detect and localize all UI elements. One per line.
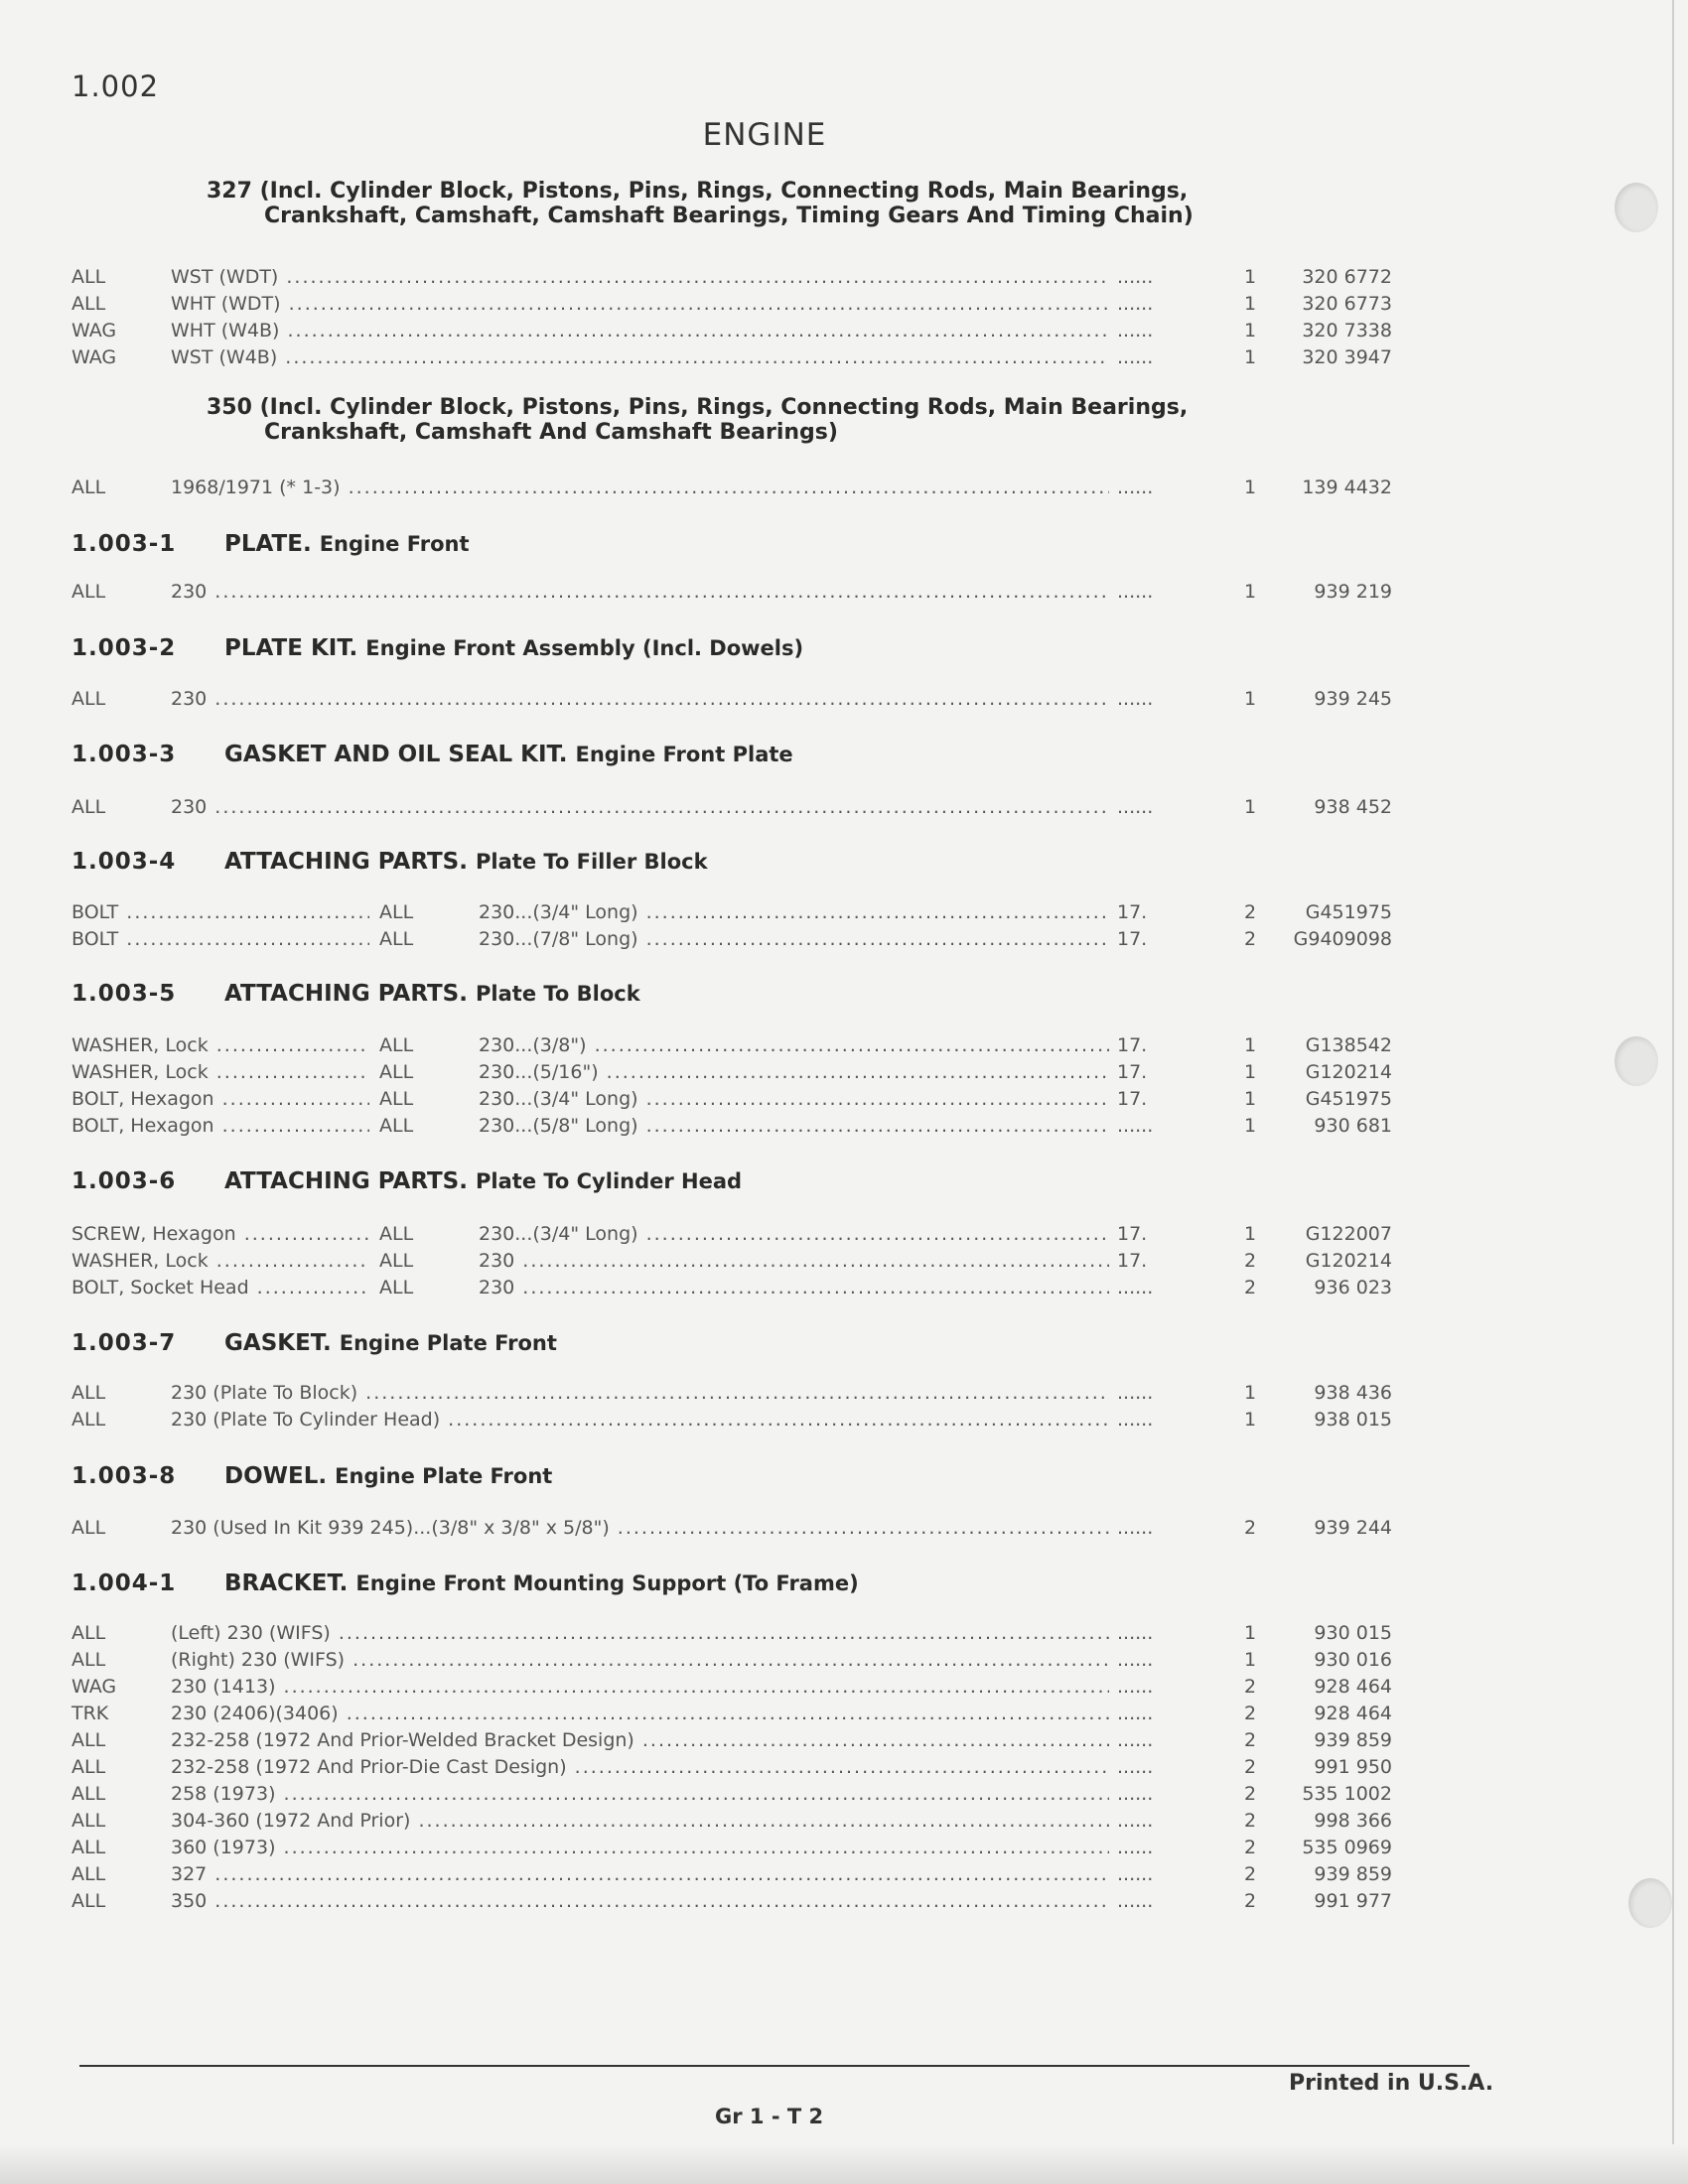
part-number: G9409098 (1268, 928, 1392, 950)
description: 230...(5/16") ..... (479, 1061, 1144, 1083)
section-description: Engine Front Mounting Support (To Frame) (355, 1571, 859, 1595)
group: ...... (1109, 1890, 1266, 1912)
section-heading (71, 981, 640, 1007)
description: 230 (1413) ..... (171, 1676, 1144, 1698)
description: 230...(3/8") ..... (479, 1034, 1144, 1056)
quantity: 2 (1235, 1756, 1265, 1778)
model: ALL (71, 688, 106, 710)
description: WHT (WDT) ..... (171, 293, 1144, 315)
part-name: SCREW, Hexagon ..... (71, 1223, 369, 1245)
quantity: 1 (1235, 1382, 1265, 1404)
group: ...... (1109, 346, 1266, 368)
table-row (71, 1756, 1392, 1782)
quantity: 1 (1235, 1115, 1265, 1137)
table-row (71, 1837, 1392, 1862)
section-name: GASKET. (224, 1330, 332, 1356)
section-number: 1.003-7 (71, 1330, 177, 1356)
group: ...... (1109, 688, 1266, 710)
table-row (71, 1676, 1392, 1702)
group: ...... (1109, 1863, 1266, 1885)
engine-350-header (207, 395, 1188, 445)
description: 230 (Used In Kit 939 245)...(3/8" x 3/8" x 5/8") ..... (171, 1517, 1144, 1539)
section-name: BRACKET. (224, 1570, 349, 1596)
part-number: 320 6773 (1268, 293, 1392, 315)
quantity: 1 (1235, 266, 1265, 288)
description: 230 ..... (171, 581, 1144, 603)
model: ALL (379, 1088, 414, 1110)
group: 17. (1109, 1223, 1266, 1245)
section-heading (71, 1168, 742, 1194)
table-row (71, 1863, 1392, 1889)
section-heading (71, 1463, 552, 1489)
section-description: Engine Plate Front (339, 1331, 557, 1355)
quantity: 1 (1235, 1061, 1265, 1083)
part-number: 938 436 (1268, 1382, 1392, 1404)
model: WAG (71, 320, 117, 341)
section-number: 1.003-1 (71, 531, 177, 557)
description: 1968/1971 (* 1-3) ..... (171, 477, 1144, 498)
model: WAG (71, 346, 117, 368)
group: ...... (1109, 1676, 1266, 1698)
part-number: 320 6772 (1268, 266, 1392, 288)
part-number: G451975 (1268, 1088, 1392, 1110)
description: 230 ..... (171, 688, 1144, 710)
description: 230...(3/4" Long) ..... (479, 1223, 1144, 1245)
binder-hole (1615, 1036, 1658, 1086)
scan-shadow (0, 2144, 1688, 2184)
part-number: 991 977 (1268, 1890, 1392, 1912)
part-number: 939 219 (1268, 581, 1392, 603)
table-row (71, 1622, 1392, 1648)
section-heading (71, 1330, 557, 1356)
quantity: 1 (1235, 1088, 1265, 1110)
section-name: DOWEL. (224, 1463, 328, 1489)
group: ...... (1109, 1810, 1266, 1832)
quantity: 2 (1235, 1890, 1265, 1912)
binder-hole (1628, 1878, 1672, 1928)
section-description: Engine Front Plate (575, 743, 793, 766)
footer-rule (79, 2065, 1470, 2067)
description: 230...(3/4" Long) ..... (479, 901, 1144, 923)
model: ALL (71, 293, 106, 315)
quantity: 1 (1235, 293, 1265, 315)
table-row (71, 1729, 1392, 1755)
page-number: 1.002 (71, 69, 160, 103)
quantity: 1 (1235, 320, 1265, 341)
description: 230...(7/8" Long) ..... (479, 928, 1144, 950)
part-number: 936 023 (1268, 1277, 1392, 1298)
table-row (71, 1034, 1392, 1060)
engine-327-header (207, 179, 1194, 228)
engine-350-header-line1: 350 (Incl. Cylinder Block, Pistons, Pins, Rings, Connecting Rods, Main Bearings, (207, 395, 1189, 420)
section-number: 1.003-4 (71, 849, 177, 875)
group: 17. (1109, 901, 1266, 923)
part-number: 930 015 (1268, 1622, 1392, 1644)
quantity: 1 (1235, 346, 1265, 368)
description: 327 ..... (171, 1863, 1144, 1885)
part-name: BOLT ..... (71, 928, 369, 950)
model: ALL (71, 581, 106, 603)
quantity: 2 (1235, 1863, 1265, 1885)
model: ALL (379, 1277, 414, 1298)
group: ...... (1109, 1517, 1266, 1539)
part-number: G120214 (1268, 1250, 1392, 1272)
quantity: 2 (1235, 1676, 1265, 1698)
part-number: 535 0969 (1268, 1837, 1392, 1858)
model: ALL (71, 1729, 106, 1751)
description: 232-258 (1972 And Prior-Welded Bracket Design) ..... (171, 1729, 1144, 1751)
description: 304-360 (1972 And Prior) ..... (171, 1810, 1144, 1832)
description: 230 (Plate To Block) ..... (171, 1382, 1144, 1404)
section-description: Engine Front (319, 532, 470, 556)
section-description: Engine Plate Front (335, 1464, 553, 1488)
model: ALL (379, 1034, 414, 1056)
table-row (71, 346, 1392, 372)
model: ALL (71, 1517, 106, 1539)
table-row (71, 1810, 1392, 1836)
part-number: 928 464 (1268, 1703, 1392, 1724)
group: ...... (1109, 1409, 1266, 1431)
table-row (71, 688, 1392, 714)
group: 17. (1109, 1061, 1266, 1083)
model: ALL (71, 796, 106, 818)
part-number: 938 452 (1268, 796, 1392, 818)
group: ...... (1109, 1756, 1266, 1778)
model: ALL (71, 1409, 106, 1431)
description: 360 (1973) ..... (171, 1837, 1144, 1858)
table-row (71, 1409, 1392, 1434)
table-row (71, 581, 1392, 607)
quantity: 2 (1235, 1729, 1265, 1751)
group: ...... (1109, 581, 1266, 603)
section-number: 1.003-6 (71, 1168, 177, 1194)
group: ...... (1109, 1837, 1266, 1858)
section-number: 1.003-8 (71, 1463, 177, 1489)
description: 230 (2406)(3406) ..... (171, 1703, 1144, 1724)
engine-327-header-line2: Crankshaft, Camshaft, Camshaft Bearings, Timing Gears And Timing Chain) (264, 204, 1194, 228)
engine-350-header-line2: Crankshaft, Camshaft And Camshaft Bearings) (264, 420, 838, 445)
part-number: 939 859 (1268, 1729, 1392, 1751)
table-row (71, 1382, 1392, 1408)
page-title: ENGINE (702, 117, 827, 153)
description: 258 (1973) ..... (171, 1783, 1144, 1805)
section-description: Plate To Cylinder Head (476, 1169, 743, 1193)
quantity: 1 (1235, 581, 1265, 603)
quantity: 2 (1235, 1277, 1265, 1298)
group: ...... (1109, 1729, 1266, 1751)
quantity: 2 (1235, 1837, 1265, 1858)
quantity: 2 (1235, 928, 1265, 950)
description: 230 ..... (171, 796, 1144, 818)
page-edge (1672, 0, 1674, 2184)
group: ...... (1109, 1622, 1266, 1644)
model: ALL (71, 1783, 106, 1805)
part-name: BOLT ..... (71, 901, 369, 923)
quantity: 2 (1235, 1250, 1265, 1272)
group: ...... (1109, 293, 1266, 315)
part-number: 320 3947 (1268, 346, 1392, 368)
description: 230 (Plate To Cylinder Head) ..... (171, 1409, 1144, 1431)
description: WST (W4B) ..... (171, 346, 1144, 368)
model: ALL (71, 477, 106, 498)
quantity: 2 (1235, 901, 1265, 923)
part-number: 928 464 (1268, 1676, 1392, 1698)
table-row (71, 266, 1392, 292)
section-number: 1.003-3 (71, 742, 177, 767)
model: ALL (71, 1863, 106, 1885)
description: (Right) 230 (WIFS) ..... (171, 1649, 1144, 1671)
section-name: ATTACHING PARTS. (224, 849, 468, 875)
part-number: 939 859 (1268, 1863, 1392, 1885)
section-number: 1.003-2 (71, 635, 177, 661)
model: TRK (71, 1703, 109, 1724)
quantity: 2 (1235, 1810, 1265, 1832)
part-name: BOLT, Hexagon ..... (71, 1088, 369, 1110)
part-name: BOLT, Socket Head ..... (71, 1277, 369, 1298)
model: ALL (71, 1890, 106, 1912)
table-row (71, 320, 1392, 345)
table-row (71, 1088, 1392, 1114)
quantity: 1 (1235, 796, 1265, 818)
description: (Left) 230 (WIFS) ..... (171, 1622, 1144, 1644)
group: 17. (1109, 1250, 1266, 1272)
model: ALL (379, 1115, 414, 1137)
quantity: 2 (1235, 1703, 1265, 1724)
table-row (71, 477, 1392, 502)
section-description: Engine Front Assembly (Incl. Dowels) (365, 636, 804, 660)
model: ALL (71, 1649, 106, 1671)
part-number: 930 016 (1268, 1649, 1392, 1671)
quantity: 1 (1235, 477, 1265, 498)
group: 17. (1109, 1088, 1266, 1110)
description: 230 ..... (479, 1277, 1144, 1298)
group-code: Gr 1 - T 2 (715, 2105, 824, 2128)
group: ...... (1109, 796, 1266, 818)
section-name: PLATE. (224, 531, 312, 557)
section-number: 1.003-5 (71, 981, 177, 1007)
quantity: 2 (1235, 1517, 1265, 1539)
quantity: 1 (1235, 1649, 1265, 1671)
description: 230...(3/4" Long) ..... (479, 1088, 1144, 1110)
part-number: 939 245 (1268, 688, 1392, 710)
quantity: 1 (1235, 1409, 1265, 1431)
section-name: PLATE KIT. (224, 635, 358, 661)
table-row (71, 1890, 1392, 1916)
quantity: 1 (1235, 1034, 1265, 1056)
group: ...... (1109, 320, 1266, 341)
part-number: G122007 (1268, 1223, 1392, 1245)
section-number: 1.004-1 (71, 1570, 177, 1596)
part-name: BOLT, Hexagon ..... (71, 1115, 369, 1137)
quantity: 1 (1235, 1622, 1265, 1644)
table-row (71, 1061, 1392, 1087)
table-row (71, 1649, 1392, 1675)
section-heading (71, 531, 470, 557)
group: 17. (1109, 1034, 1266, 1056)
model: ALL (71, 1810, 106, 1832)
quantity: 1 (1235, 1223, 1265, 1245)
model: ALL (379, 928, 414, 950)
part-number: 139 4432 (1268, 477, 1392, 498)
section-heading (71, 849, 708, 875)
group: ...... (1109, 1382, 1266, 1404)
description: 230...(5/8" Long) ..... (479, 1115, 1144, 1137)
part-number: G120214 (1268, 1061, 1392, 1083)
table-row (71, 901, 1392, 927)
table-row (71, 1783, 1392, 1809)
part-number: 998 366 (1268, 1810, 1392, 1832)
part-number: 930 681 (1268, 1115, 1392, 1137)
section-name: ATTACHING PARTS. (224, 1168, 468, 1194)
model: ALL (379, 1061, 414, 1083)
model: ALL (71, 1382, 106, 1404)
part-name: WASHER, Lock ..... (71, 1061, 369, 1083)
group: 17. (1109, 928, 1266, 950)
table-row (71, 928, 1392, 954)
model: WAG (71, 1676, 117, 1698)
model: ALL (71, 266, 106, 288)
description: 232-258 (1972 And Prior-Die Cast Design) ..... (171, 1756, 1144, 1778)
section-description: Plate To Filler Block (476, 850, 708, 874)
group: ...... (1109, 1703, 1266, 1724)
part-number: G451975 (1268, 901, 1392, 923)
description: 230 ..... (479, 1250, 1144, 1272)
part-number: 991 950 (1268, 1756, 1392, 1778)
part-number: 939 244 (1268, 1517, 1392, 1539)
section-name: ATTACHING PARTS. (224, 981, 468, 1007)
part-number: 938 015 (1268, 1409, 1392, 1431)
section-heading (71, 1570, 859, 1596)
engine-327-header-line1: 327 (Incl. Cylinder Block, Pistons, Pins, Rings, Connecting Rods, Main Bearings, (207, 179, 1189, 204)
model: ALL (71, 1837, 106, 1858)
table-row (71, 1517, 1392, 1543)
section-description: Plate To Block (476, 982, 640, 1006)
part-name: WASHER, Lock ..... (71, 1250, 369, 1272)
table-row (71, 293, 1392, 319)
group: ...... (1109, 266, 1266, 288)
part-name: WASHER, Lock ..... (71, 1034, 369, 1056)
table-row (71, 1277, 1392, 1302)
binder-hole (1615, 183, 1658, 232)
part-number: 535 1002 (1268, 1783, 1392, 1805)
model: ALL (379, 1250, 414, 1272)
quantity: 2 (1235, 1783, 1265, 1805)
table-row (71, 1250, 1392, 1276)
description: WHT (W4B) ..... (171, 320, 1144, 341)
section-heading (71, 742, 793, 767)
group: ...... (1109, 1115, 1266, 1137)
model: ALL (379, 1223, 414, 1245)
table-row (71, 796, 1392, 822)
model: ALL (71, 1622, 106, 1644)
group: ...... (1109, 1783, 1266, 1805)
group: ...... (1109, 1277, 1266, 1298)
part-number: 320 7338 (1268, 320, 1392, 341)
group: ...... (1109, 477, 1266, 498)
part-number: G138542 (1268, 1034, 1392, 1056)
model: ALL (379, 901, 414, 923)
description: WST (WDT) ..... (171, 266, 1144, 288)
group: ...... (1109, 1649, 1266, 1671)
description: 350 ..... (171, 1890, 1144, 1912)
printed-in: Printed in U.S.A. (1289, 2071, 1494, 2096)
table-row (71, 1115, 1392, 1141)
section-name: GASKET AND OIL SEAL KIT. (224, 742, 568, 767)
quantity: 1 (1235, 688, 1265, 710)
table-row (71, 1703, 1392, 1728)
model: ALL (71, 1756, 106, 1778)
section-heading (71, 635, 803, 661)
table-row (71, 1223, 1392, 1249)
